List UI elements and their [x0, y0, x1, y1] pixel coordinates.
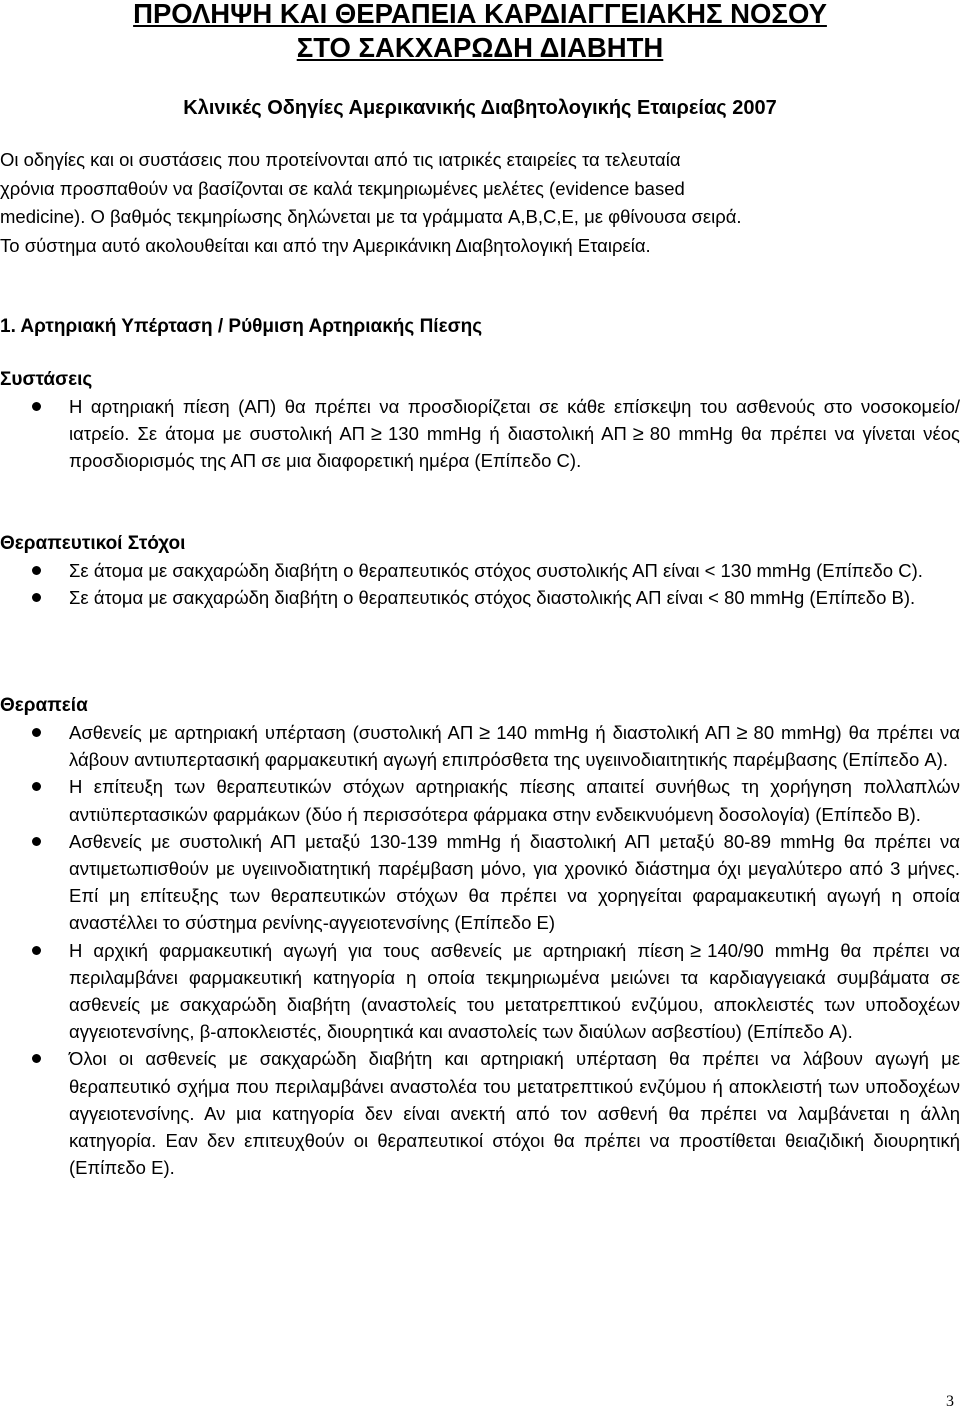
list-item: Ασθενείς με συστολική ΑΠ μεταξύ 130-139 mmHg ή διαστολική ΑΠ μεταξύ 80-89 mmHg θα πρέπει να αντιμετωπισθούν με υγειινοδιατητική παρέμβαση μόνο, για χρονικό διάστημα όχι μεγαλύτερο από 3 μήνες. Επί μη επίτευξης των θεραπευτικών στόχων θα πρέπει να χορηγείται φαραμακευτική αγωγή η οποία αναστέλλει το σύστημα ρενίνης-αγγειοτενσίνης (Επίπεδο E)	[0, 828, 960, 937]
bullet-icon	[32, 566, 41, 575]
list-item: Όλοι οι ασθενείς με σακχαρώδη διαβήτη και αρτηριακή υπέρταση θα πρέπει να λάβουν αγωγή με θεραπευτικό σχήμα που περιλαμβάνει αναστολέα του μετατρεπτικού ενζύμου ή αποκλειστή των υποδοχέων αγγειοτενσίνης. Αν μια κατηγορία δεν είναι ανεκτή από τον ασθενή θα πρέπει να λαμβάνεται η άλλη κατηγορία. Εαν δεν επιτευχθούν οι θεραπευτικοί στόχοι θα πρέπει να προστίθεται θειαζιδική διουρητική (Επίπεδο E).	[0, 1045, 960, 1181]
bullet-icon	[32, 402, 41, 411]
greater-equal-symbol: ≥	[632, 423, 644, 446]
section-heading-hypertension: 1. Αρτηριακή Υπέρταση / Ρύθμιση Αρτηριακής Πίεσης	[0, 316, 483, 337]
list-item: Η αρτηριακή πίεση (ΑΠ) θα πρέπει να προσδιορίζεται σε κάθε επίσκεψη του ασθενούς στο νοσοκομείο/ιατρείο. Σε άτομα με συστολική ΑΠ ≥ 130 mmHg ή διαστολική ΑΠ ≥ 80 mmHg θα πρέπει να γίνεται νέος προσδιορισμός της ΑΠ σε μια διαφορετική ημέρα (Επίπεδο C).	[0, 393, 960, 475]
list-item: Σε άτομα με σακχαρώδη διαβήτη ο θεραπευτικός στόχος συστολικής ΑΠ είναι < 130 mmHg (Επίπεδο C).	[0, 557, 960, 584]
subsection-heading-recommendations: Συστάσεις	[0, 369, 93, 390]
recommendations-list	[0, 393, 960, 475]
goals-list	[0, 557, 960, 611]
greater-equal-symbol: ≥	[371, 423, 383, 446]
document-title-line2: ΣΤΟ ΣΑΚΧΑΡΩΔΗ ΔΙΑΒΗΤΗ	[296, 32, 664, 63]
bullet-icon	[32, 593, 41, 602]
greater-equal-symbol: ≥	[479, 722, 491, 744]
greater-equal-symbol: ≥	[690, 939, 702, 962]
greater-equal-symbol: ≥	[736, 722, 748, 744]
therapy-list	[0, 719, 960, 1181]
bullet-icon	[32, 837, 41, 846]
list-item: Σε άτομα με σακχαρώδη διαβήτη ο θεραπευτικός στόχος διαστολικής ΑΠ είναι < 80 mmHg (Επίπεδο B).	[0, 584, 960, 611]
document-title-line1: ΠΡΟΛΗΨΗ ΚΑΙ ΘΕΡΑΠΕΙΑ ΚΑΡΔΙΑΓΓΕΙΑΚΗΣ ΝΟΣΟΥ	[133, 0, 827, 29]
intro-paragraph	[0, 146, 960, 260]
document-subtitle: Κλινικές Οδηγίες Αμερικανικής Διαβητολογικής Εταιρείας 2007	[183, 97, 777, 119]
intro-line: χρόνια προσπαθούν να βασίζονται σε καλά τεκμηριωμένες μελέτες (evidence based	[0, 177, 685, 199]
list-item: Η επίτευξη των θεραπευτικών στόχων αρτηριακής πίεσης απαιτεί συνήθως τη χορήγηση πολλαπλών αντιϋπερτασικών φαρμάκων (δύο ή περισσότερα φάρμακα στην ενδεικνυόμενη δοσολογία) (Επίπεδο B).	[0, 773, 960, 827]
bullet-icon	[32, 946, 41, 955]
intro-line: Το σύστημα αυτό ακολουθείται και από την Αμερικάνικη Διαβητολογική Εταιρεία.	[0, 234, 651, 256]
page-number: 3	[946, 1393, 954, 1410]
intro-line: Οι οδηγίες και οι συστάσεις που προτείνονται από τις ιατρικές εταιρείες τα τελευταία	[0, 149, 681, 170]
intro-line: medicine). Ο βαθμός τεκμηρίωσης δηλώνεται με τα γράμματα A,B,C,E, με φθίνουσα σειρά.	[0, 206, 742, 227]
list-item: Ασθενείς με αρτηριακή υπέρταση (συστολική ΑΠ ≥ 140 mmHg ή διαστολική ΑΠ ≥ 80 mmHg) θα πρέπει να λάβουν αντιυπερτασική φαρμακευτική αγωγή επιπρόσθετα της υγειινοδιαιτητικής παρέμβασης (Επίπεδο A).	[0, 719, 960, 773]
bullet-icon	[32, 1054, 41, 1063]
bullet-icon	[32, 728, 41, 737]
subsection-heading-goals: Θεραπευτικοί Στόχοι	[0, 533, 186, 554]
subsection-heading-therapy: Θεραπεία	[0, 695, 88, 716]
bullet-icon	[32, 782, 41, 791]
list-item: Η αρχική φαρμακευτική αγωγή για τους ασθενείς με αρτηριακή πίεση ≥ 140/90 mmHg θα πρέπει να περιλαμβάνει φαρμακευτική κατηγορία η οποία τεκμηριωμένα μειώνει τα καρδιαγγειακά συμβάματα σε ασθενείς με σακχαρώδη διαβήτη (αναστολείς του μετατρεπτικού ενζύμου, αποκλειστές των υποδοχέων αγγειοτενσίνης, β-αποκλειστές, διουρητικά και αναστολείς των διαύλων ασβεστίου) (Επίπεδο A).	[0, 937, 960, 1046]
